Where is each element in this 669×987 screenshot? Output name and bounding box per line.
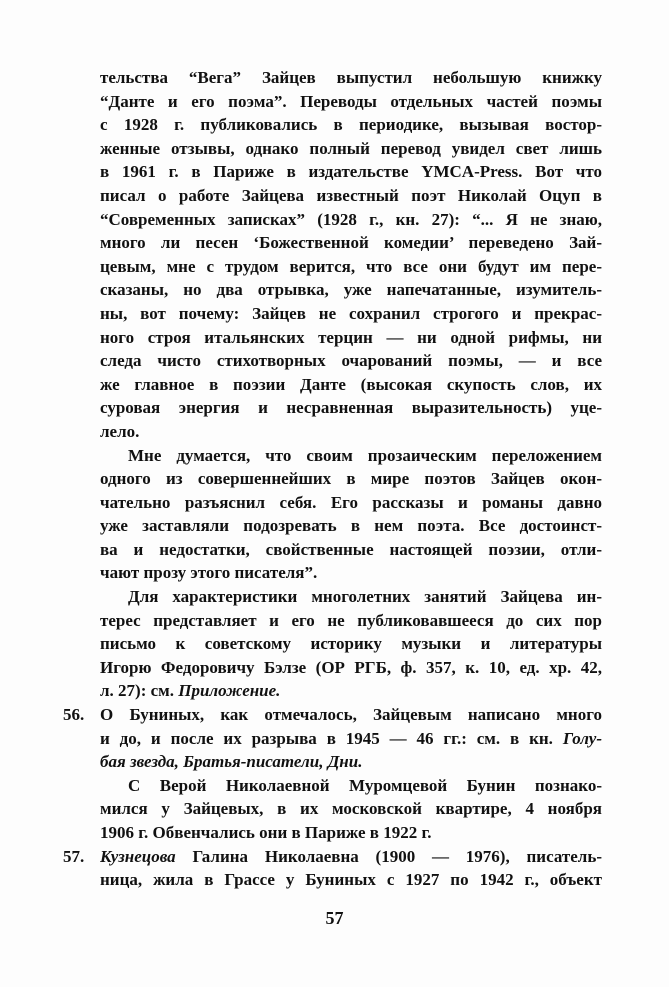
text-line: бая звезда, Братья-писатели, Дни. — [100, 752, 363, 772]
paragraph-letter — [100, 585, 602, 703]
italic-name: Кузнецова — [100, 846, 176, 866]
italic-reference: Голу- — [562, 728, 602, 748]
page-text — [63, 66, 602, 892]
text-line: сказаны, но два отрывка, уже напечатанные, изумитель- — [100, 280, 602, 300]
text-line: ница, жила в Грассе у Буниных с 1927 по 1942 г., объект — [100, 870, 602, 890]
text-line: следа чисто стихотворных очарований поэмы, — и все — [100, 351, 602, 371]
text-line: писал о работе Зайцева известный поэт Николай Оцуп в — [100, 185, 602, 205]
text-run: и до, и после их разрыва в 1945 — 46 гг.: см. в кн. — [100, 728, 563, 748]
text-line: же главное в поэзии Данте (высокая скупость слов, их — [100, 374, 602, 394]
text-line: Мне думается, что своим прозаическим переложением — [128, 445, 602, 465]
text-line: уже заставляли подозревать в нем поэта. Все достоинст- — [100, 516, 602, 536]
text-line — [100, 679, 602, 703]
note-57 — [63, 845, 602, 892]
text-line: ны, вот почему: Зайцев не сохранил строгого и прекрас- — [100, 303, 602, 323]
text-line: чательно разъяснил себя. Его рассказы и романы давно — [100, 492, 602, 512]
text-line: лело. — [100, 421, 140, 441]
text-line: “Данте и его поэма”. Переводы отдельных частей поэмы — [100, 91, 602, 111]
text-line: чают прозу этого писателя”. — [100, 563, 318, 583]
text-line: письмо к советскому историку музыки и литературы — [100, 634, 602, 654]
text-run: л. 27): см. — [100, 681, 179, 701]
text-run: Галина Николаевна (1900 — 1976), писатель- — [175, 846, 602, 866]
note-number: 56. — [63, 705, 85, 725]
text-line — [100, 727, 602, 751]
text-line: женные отзывы, однако полный перевод увидел свет лишь — [100, 138, 602, 158]
text-line: Для характеристики многолетних занятий Зайцева ин- — [128, 587, 602, 607]
text-line: цевым, мне с трудом верится, что все они будут им пере- — [100, 256, 602, 276]
text-line: мился у Зайцевых, в их московской квартире, 4 ноября — [100, 799, 602, 819]
text-line: много ли песен ‘Божественной комедии’ переведено Зай- — [100, 233, 602, 253]
text-line: 1906 г. Обвенчались они в Париже в 1922 г. — [100, 823, 432, 842]
note-56 — [63, 703, 602, 845]
note-number: 57. — [63, 846, 85, 866]
text-line: Игорю Федоровичу Бэлзе (ОР РГБ, ф. 357, к. 10, ед. хр. 42, — [100, 657, 602, 677]
page-number: 57 — [325, 908, 344, 928]
text-line: О Буниных, как отмечалось, Зайцевым написано много — [100, 705, 602, 725]
text-line: в 1961 г. в Париже в издательстве YMCA-Press. Вот что — [100, 162, 602, 182]
text-line: “Современных записках” (1928 г., кн. 27): “... Я не знаю, — [100, 209, 602, 229]
text-line: с 1928 г. публиковались в периодике, вызывая востор- — [100, 115, 602, 135]
text-line: одного из совершеннейших в мире поэтов Зайцев окон- — [100, 469, 602, 489]
italic-reference: Приложение. — [178, 681, 281, 701]
paragraph-dante — [100, 66, 602, 444]
paragraph-prose — [100, 444, 602, 586]
text-line: суровая энергия и несравненная выразительность) уце- — [100, 398, 602, 418]
text-line: ного строя итальянских терцин — ни одной рифмы, ни — [100, 327, 602, 347]
text-line: ва и недостатки, свойственные настоящей поэзии, отли- — [100, 539, 602, 559]
text-line: терес представляет и его не публиковавшееся до сих пор — [100, 610, 602, 630]
text-line — [100, 845, 602, 869]
text-line: тельства “Вега” Зайцев выпустил небольшую книжку — [100, 68, 602, 87]
text-line: С Верой Николаевной Муромцевой Бунин познако- — [128, 775, 602, 795]
